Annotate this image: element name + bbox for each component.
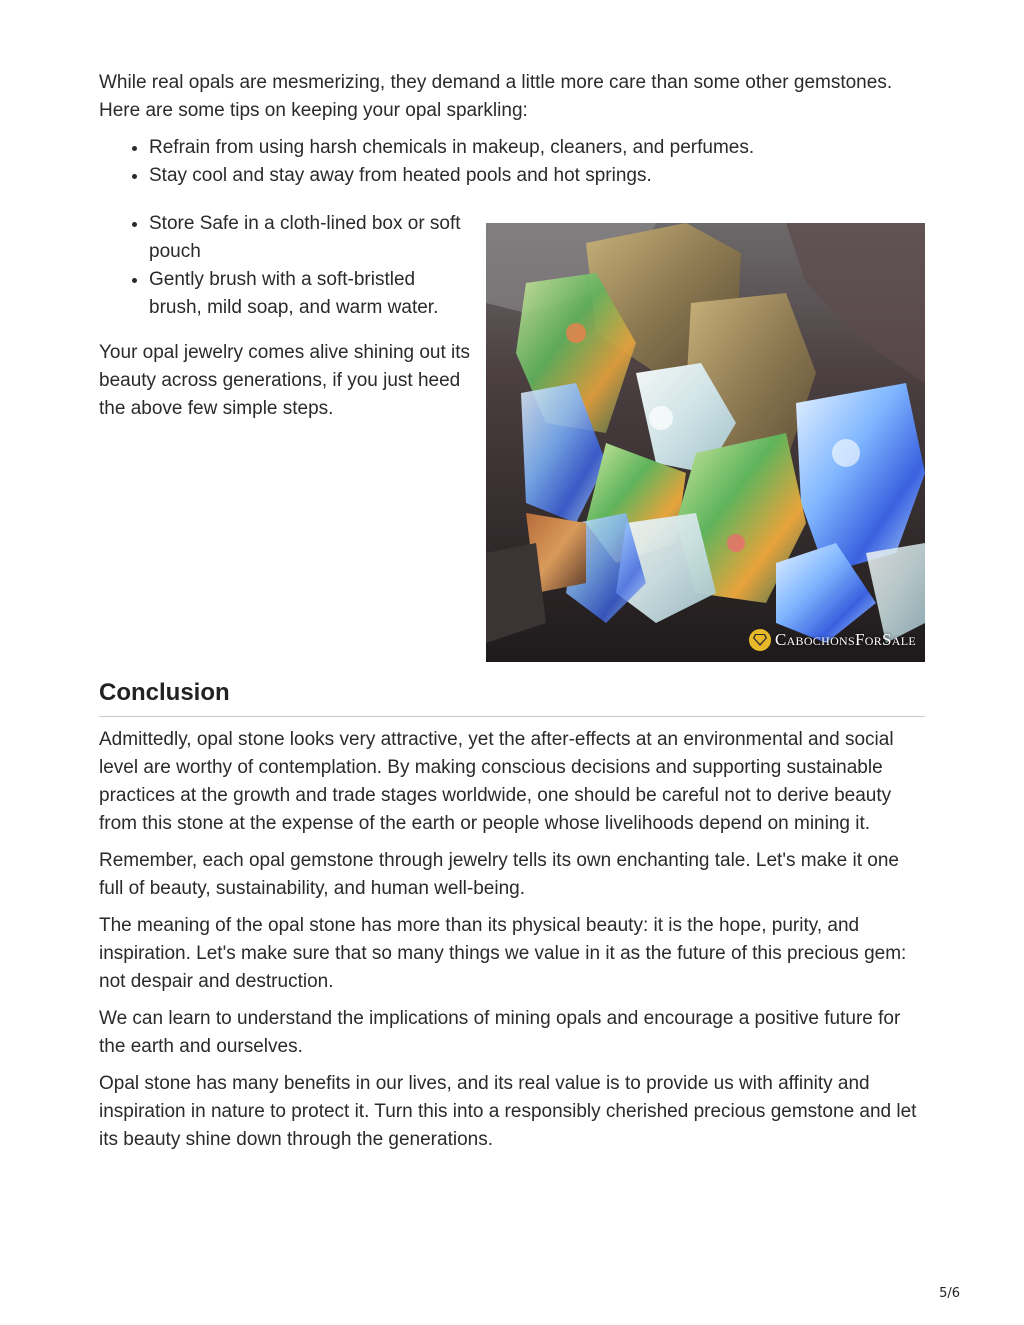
list-item: • Refrain from using harsh chemicals in makeup, cleaners, and perfumes. xyxy=(149,134,925,162)
side-column xyxy=(99,210,471,423)
conclusion-paragraph: Opal stone has many benefits in our lives, and its real value is to provide us with affinity and inspiration in nature to protect it. Turn this into a responsibly cherished precious gemstone and let its beauty shine down through the generations. xyxy=(99,1073,917,1150)
list-item: • Stay cool and stay away from heated pools and hot springs. xyxy=(149,162,925,190)
tips-with-image xyxy=(99,210,925,649)
list-item: • Gently brush with a soft-bristled brush, mild soap, and warm water. xyxy=(149,266,471,322)
section-heading: Conclusion xyxy=(99,678,925,717)
diamond-logo-icon xyxy=(749,629,771,651)
opal-photo-illustration xyxy=(486,223,925,662)
conclusion-paragraph: We can learn to understand the implications of mining opals and encourage a positive future for the earth and ourselves. xyxy=(99,1008,901,1057)
care-tips-list xyxy=(99,134,925,190)
list-item: • Store Safe in a cloth-lined box or soft pouch xyxy=(149,210,471,266)
conclusion-paragraph: Admittedly, opal stone looks very attractive, yet the after-effects at an environmental and social level are worthy of contemplation. By making conscious decisions and supporting sustainable practices at the growth and trade stages worldwide, one should be careful not to derive beauty from this stone at the expense of the earth or people whose livelihoods depend on mining it. xyxy=(99,729,894,834)
page-number: 5/6 xyxy=(939,1286,960,1301)
conclusion-paragraph: The meaning of the opal stone has more than its physical beauty: it is the hope, purity, and inspiration. Let's make sure that so many things we value in it as the future of this precious gem: not despair and destruction. xyxy=(99,915,907,992)
watermark xyxy=(749,626,916,654)
care-tips-list-continued xyxy=(99,210,471,322)
conclusion-section xyxy=(99,678,925,1154)
intro-paragraph: While real opals are mesmerizing, they demand a little more care than some other gemstones. Here are some tips on keeping your opal sparkling: xyxy=(99,72,893,121)
opal-stones-photo xyxy=(486,223,925,662)
conclusion-paragraph: Remember, each opal gemstone through jewelry tells its own enchanting tale. Let's make it one full of beauty, sustainability, and human well-being. xyxy=(99,850,899,899)
article-body xyxy=(99,69,925,1154)
watermark-text: CabochonsForSale xyxy=(774,630,916,649)
side-paragraph: Your opal jewelry comes alive shining out its beauty across generations, if you just heed the above few simple steps. xyxy=(99,342,471,419)
